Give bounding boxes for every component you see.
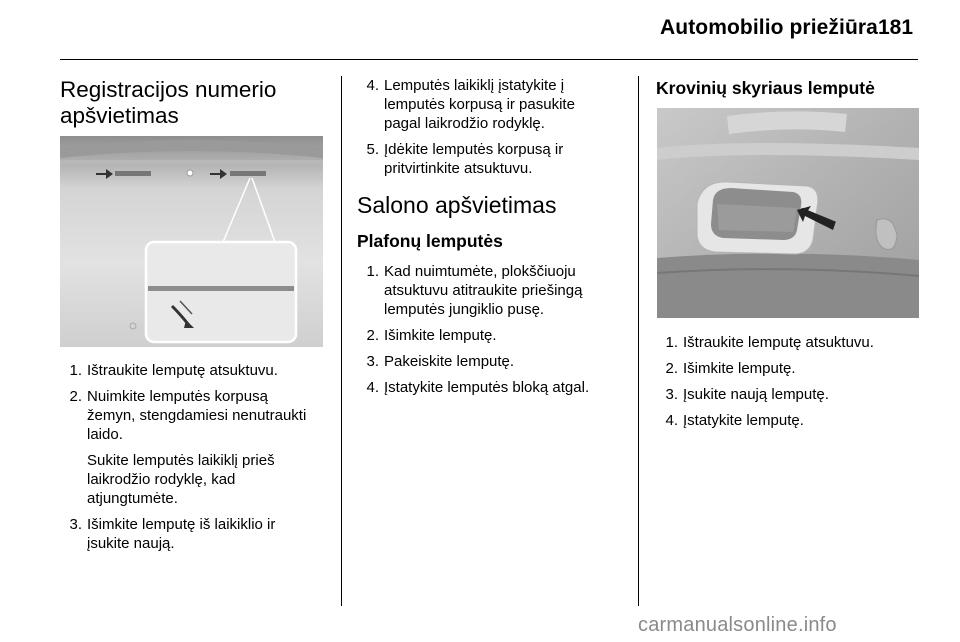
heading-line: Registracijos numerio (60, 77, 277, 102)
step-text-line: Įdėkite lemputės korpusą ir (384, 141, 564, 158)
step-number: 2. (69, 388, 82, 405)
column-divider-2 (638, 76, 639, 606)
list-item (359, 326, 631, 345)
step-text-line: Išimkite lemputę. (384, 327, 497, 344)
step-number: 2. (665, 360, 678, 377)
step-text-line: atsuktuvu atitraukite priešingą (384, 282, 583, 299)
cargo-light-figure (657, 108, 919, 318)
list-item (359, 352, 631, 371)
list-item (359, 262, 631, 319)
step-text-line: pritvirtinkite atsuktuvu. (384, 160, 533, 177)
subheading-dome-lights: Plafonų lemputės (357, 231, 503, 251)
step-text-line: Įstatykite lemputę. (683, 412, 804, 429)
section-heading-license-plate-lighting (60, 77, 276, 129)
cargo-light-steps (658, 333, 930, 437)
step-text-line: lemputės jungiklio pusę. (384, 301, 545, 318)
page-header-title: Automobilio priežiūra (660, 16, 878, 39)
step-text-line: laikrodžio rodyklę, kad (87, 471, 236, 488)
license-plate-steps-continued (359, 76, 631, 185)
step-number: 3. (69, 516, 82, 533)
step-text-line: Nuimkite lemputės korpusą (87, 388, 268, 405)
step-text-line: Kad nuimtumėte, plokščiuoju (384, 263, 576, 280)
dome-light-steps (359, 262, 631, 404)
list-item (658, 359, 930, 378)
list-item (62, 361, 334, 380)
step-text-line: laido. (87, 426, 123, 443)
page-number: 181 (878, 16, 914, 39)
header-rule (60, 59, 918, 60)
step-text-line: įsukite naują. (87, 535, 175, 552)
step-text-line: Sukite lemputės laikiklį prieš (87, 452, 275, 469)
watermark: carmanualsonline.info (638, 614, 837, 636)
step-text-line: Išimkite lemputę iš laikiklio ir (87, 516, 276, 533)
step-number: 1. (665, 334, 678, 351)
step-number: 1. (366, 263, 379, 280)
list-item (62, 387, 334, 508)
step-text-line: Ištraukite lemputę atsuktuvu. (87, 362, 278, 379)
list-item (359, 140, 631, 178)
step-text-line: Ištraukite lemputę atsuktuvu. (683, 334, 874, 351)
step-text-line: Įstatykite lemputės bloką atgal. (384, 379, 590, 396)
step-number: 3. (366, 353, 379, 370)
step-number: 4. (665, 412, 678, 429)
list-item (359, 76, 631, 133)
column-divider-1 (341, 76, 342, 606)
step-number: 4. (366, 77, 379, 94)
list-item (62, 515, 334, 553)
list-item (658, 333, 930, 352)
step-text-line: atjungtumėte. (87, 490, 178, 507)
step-text-line: Lemputės laikiklį įstatykite į (384, 77, 565, 94)
step-number: 3. (665, 386, 678, 403)
step-text-line: Pakeiskite lemputę. (384, 353, 515, 370)
license-plate-light-figure (60, 136, 323, 347)
step-number: 2. (366, 327, 379, 344)
step-text-line: lemputės korpusą ir pasukite (384, 96, 575, 113)
step-text-line: Išimkite lemputę. (683, 360, 796, 377)
step-number: 4. (366, 379, 379, 396)
list-item (658, 385, 930, 404)
step-number: 1. (69, 362, 82, 379)
section-heading-interior-lighting: Salono apšvietimas (357, 192, 557, 218)
step-text-line: žemyn, stengdamiesi nenutraukti (87, 407, 307, 424)
step-subparagraph (87, 451, 334, 508)
list-item (658, 411, 930, 430)
step-number: 5. (366, 141, 379, 158)
step-text-line: pagal laikrodžio rodyklę. (384, 115, 545, 132)
heading-cargo-light: Krovinių skyriaus lemputė (656, 78, 875, 98)
list-item (359, 378, 631, 397)
heading-line: apšvietimas (60, 103, 179, 128)
step-text-line: Įsukite naują lemputę. (683, 386, 829, 403)
license-plate-steps (62, 361, 334, 560)
